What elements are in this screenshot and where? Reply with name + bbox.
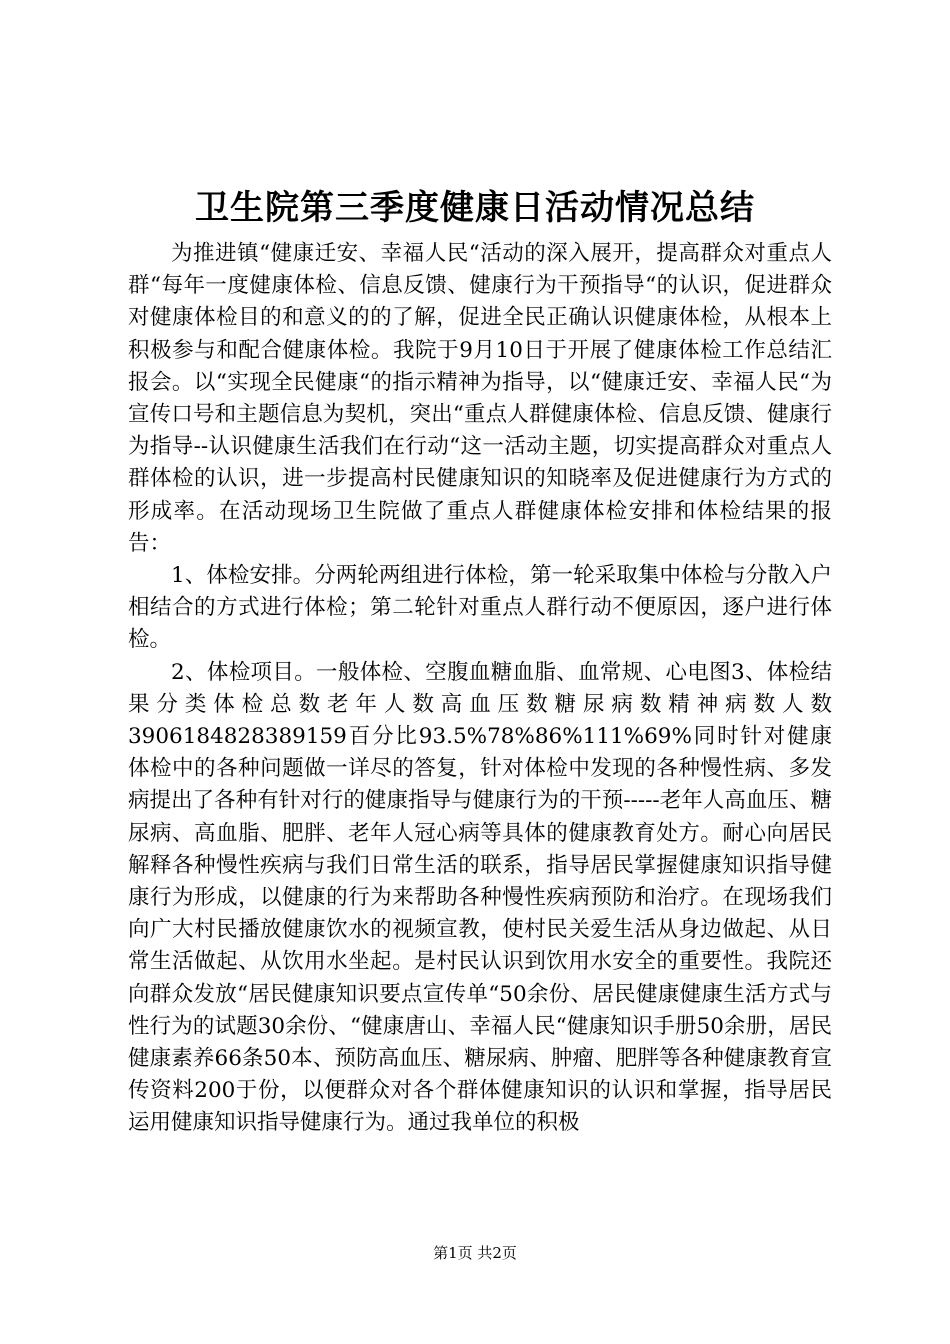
paragraph-intro: 为推进镇“健康迁安、幸福人民“活动的深入展开，提高群众对重点人群“每年一度健康体检、信息反馈、健康行为干预指导“的认识，促进群众对健康体检目的和意义的的了解，促进全民正确认识健康体检，从根本上积极参与和配合健康体检。我院于9月10日于开展了健康体检工作总结汇报会。以“实现全民健康“的指示精神为指导，以“健康迁安、幸福人民“为宣传口号和主题信息为契机，突出“重点人群健康体检、信息反馈、健康行为指导--认识健康生活我们在行动“这一活动主题，切实提高群众对重点人群体检的认识，进一步提高村民健康知识的知晓率及促进健康行为方式的形成率。在活动现场卫生院做了重点人群健康体检安排和体检结果的报告： bbox=[128, 241, 832, 556]
page-footer: 第1页 共2页 bbox=[433, 1244, 517, 1262]
paragraph-items-results: 2、体检项目。一般体检、空腹血糖血脂、血常规、心电图3、体检结果分类体检总数老年人数高血压数糖尿病数精神病数人数3906184828389159百分比93.5%78%86%111%69%同时针对健康体检中的各种问题做一详尽的答复，针对体检中发现的各种慢性病、多发病提出了各种有针对行的健康指导与健康行为的干预-----老年人高血压、糖尿病、高血脂、肥胖、老年人冠心病等具体的健康教育处方。耐心向居民解释各种慢性疾病与我们日常生活的联系，指导居民掌握健康知识指导健康行为形成，以健康的行为来帮助各种慢性疾病预防和治疗。在现场我们向广大村民播放健康饮水的视频宣教，使村民关爱生活从身边做起、从日常生活做起、从饮用水坐起。是村民认识到饮用水安全的重要性。我院还向群众发放“居民健康知识要点宣传单“50余份、居民健康健康生活方式与性行为的试题30余份、“健康唐山、幸福人民“健康知识手册50余册，居民健康素养66条50本、预防高血压、糖尿病、肿瘤、肥胖等各种健康教育宣传资料200于份，以便群众对各个群体健康知识的认识和掌握，指导居民运用健康知识指导健康行为。通过我单位的积极 bbox=[128, 659, 832, 1136]
document-body bbox=[128, 238, 832, 1140]
document-title: 卫生院第三季度健康日活动情况总结 bbox=[195, 188, 755, 228]
paragraph-schedule: 1、体检安排。分两轮两组进行体检，第一轮采取集中体检与分散入户相结合的方式进行体检；第二轮针对重点人群行动不便原因，逐户进行体检。 bbox=[128, 563, 832, 653]
